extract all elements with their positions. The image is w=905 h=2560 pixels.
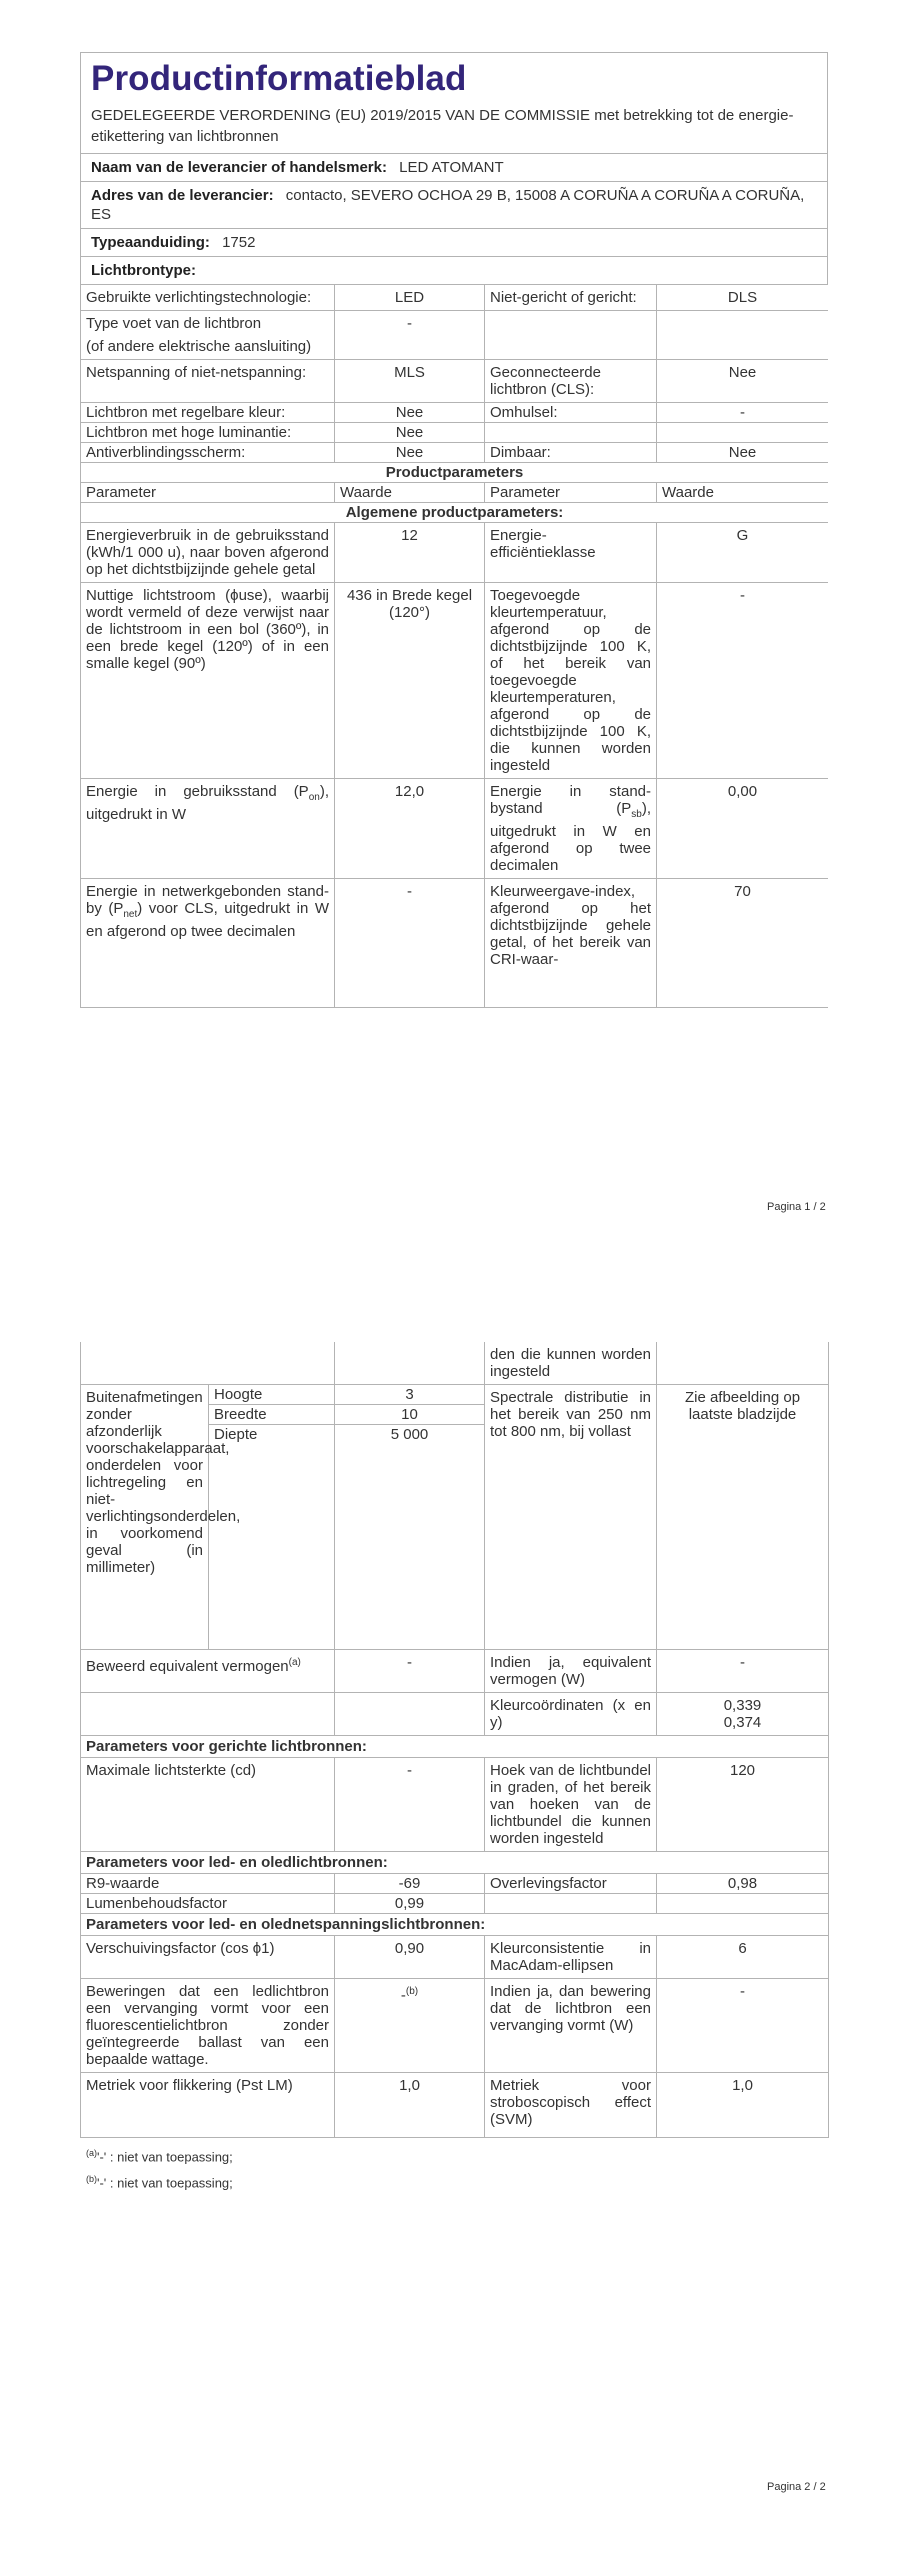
supplier-name-value: LED ATOMANT xyxy=(399,159,504,176)
general-params-heading: Algemene productparameters: xyxy=(81,503,829,523)
energy-label: Energieverbruik in de gebruiksstand (kWh/1 000 u), naar boven afgerond op het dichtstbijzijnde gehele getal xyxy=(81,523,335,583)
product-params-heading: Productparameters xyxy=(81,463,829,483)
beam-angle-value: 120 xyxy=(657,1758,829,1852)
table-row xyxy=(81,1736,829,1758)
claimed-power-value: - xyxy=(335,1650,485,1693)
mains-label: Netspanning of niet-netspanning: xyxy=(81,360,335,403)
pon-sub: on xyxy=(308,792,320,803)
supplier-address-label: Adres van de leverancier: xyxy=(91,187,274,204)
empty-cell xyxy=(485,423,657,443)
col-header-value: Waarde xyxy=(657,483,829,503)
table-row xyxy=(81,360,829,403)
footnote-b-text: '-' : niet van toepassing; xyxy=(97,2175,233,2191)
cri-value: 70 xyxy=(657,879,829,1008)
footnote-b xyxy=(86,2170,828,2192)
table-row xyxy=(81,1894,829,1914)
page-number-1: Pagina 1 / 2 xyxy=(767,1201,826,1213)
tech-value: LED xyxy=(335,285,485,311)
led-heading: Parameters voor led- en oledlichtbronnen: xyxy=(81,1852,829,1874)
claimed-power-label xyxy=(81,1650,335,1693)
height-label: Hoogte xyxy=(209,1385,335,1405)
page-2 xyxy=(0,1280,905,2560)
led-mains-heading: Parameters voor led- en olednetspanningslichtbronnen: xyxy=(81,1914,829,1936)
type-label: Typeaanduiding: xyxy=(91,234,210,251)
lightsource-type-row xyxy=(80,257,828,285)
r9-value: -69 xyxy=(335,1874,485,1894)
psb-label-a: Energie in stand-bystand (P xyxy=(490,783,651,817)
replacement-claim-sup: (b) xyxy=(405,1986,419,1997)
depth-value: 5 000 xyxy=(335,1425,485,1650)
cls-label: Geconnecteerde lichtbron (CLS): xyxy=(485,360,657,403)
macadam-label: Kleurconsistentie in MacAdam-ellipsen xyxy=(485,1936,657,1979)
replacement-claim2-value: - xyxy=(657,1979,829,2073)
intensity-value: - xyxy=(335,1758,485,1852)
equiv-power-value: - xyxy=(657,1650,829,1693)
cap-type-value: - xyxy=(335,311,485,360)
supplier-name-label: Naam van de leverancier of handelsmerk: xyxy=(91,159,387,176)
tunable-value: Nee xyxy=(335,403,485,423)
cap-type-label xyxy=(81,311,335,360)
intensity-label: Maximale lichtsterkte (cd) xyxy=(81,1758,335,1852)
spectral-label: Spectrale distributie in het bereik van 250 nm tot 800 nm, bij vollast xyxy=(485,1385,657,1650)
antiglare-label: Antiverblindingsscherm: xyxy=(81,443,335,463)
hlum-label: Lichtbron met hoge luminantie: xyxy=(81,423,335,443)
chroma-label: Kleurcoördinaten (x en y) xyxy=(485,1693,657,1736)
footnote-a-marker: (a) xyxy=(86,2148,97,2158)
envelope-value: - xyxy=(657,403,829,423)
claimed-power-sup: (a) xyxy=(288,1657,301,1668)
col-header-param: Parameter xyxy=(485,483,657,503)
lightsource-type-label: Lichtbrontype: xyxy=(91,262,196,279)
chroma-values xyxy=(657,1693,829,1736)
table-row xyxy=(81,1852,829,1874)
directional-label: Niet-gericht of gericht: xyxy=(485,285,657,311)
cls-value: Nee xyxy=(657,360,829,403)
table-row xyxy=(81,779,829,879)
table-row xyxy=(81,1693,829,1736)
sheet-page-2 xyxy=(80,1342,828,2193)
pon-label-b: ), uitgedrukt in W xyxy=(86,783,329,823)
pnet-label-b: ) voor CLS, uitgedrukt in W en afgerond op twee decimalen xyxy=(86,900,329,940)
empty-cell xyxy=(335,1693,485,1736)
stroboscopic-value: 1,0 xyxy=(657,2073,829,2138)
chroma-y: 0,374 xyxy=(723,1714,762,1731)
empty-cell xyxy=(335,1342,485,1385)
supplier-name-row xyxy=(80,154,828,182)
pf-value: 0,90 xyxy=(335,1936,485,1979)
empty-cell xyxy=(81,1693,335,1736)
empty-cell xyxy=(657,311,829,360)
cri-label-part1: Kleurweergave-index, afgerond op het dichtstbijzijnde gehele getal, of het bereik van CRI-waar- xyxy=(485,879,657,1008)
flicker-label: Metriek voor flikkering (Pst LM) xyxy=(81,2073,335,2138)
energy-value: 12 xyxy=(335,523,485,583)
replacement-claim-value xyxy=(335,1979,485,2073)
table-row xyxy=(81,1758,829,1852)
equiv-power-label: Indien ja, equivalent vermogen (W) xyxy=(485,1650,657,1693)
depth-label: Diepte xyxy=(209,1425,335,1650)
width-value: 10 xyxy=(335,1405,485,1425)
replacement-claim2-label: Indien ja, dan bewering dat de lichtbron een vervanging vormt (W) xyxy=(485,1979,657,2073)
table-row xyxy=(81,463,829,483)
cri-label-part2: den die kunnen worden ingesteld xyxy=(485,1342,657,1385)
pnet-value: - xyxy=(335,879,485,1008)
eff-class-value: G xyxy=(657,523,829,583)
replacement-claim-label: Beweringen dat een ledlichtbron een vervanging vormt voor een fluorescentielichtbron zonder geïntegreerde ballast van een bepaalde wattage. xyxy=(81,1979,335,2073)
mains-value: MLS xyxy=(335,360,485,403)
cap-type-label-line2: (of andere elektrische aansluiting) xyxy=(86,338,312,355)
table-row xyxy=(81,1874,829,1894)
col-header-value: Waarde xyxy=(335,483,485,503)
psb-label xyxy=(485,779,657,879)
empty-cell xyxy=(657,423,829,443)
stroboscopic-label: Metriek voor stroboscopisch effect (SVM) xyxy=(485,2073,657,2138)
cap-type-label-line1: Type voet van de lichtbron xyxy=(86,315,262,332)
lumen-maint-label: Lumenbehoudsfactor xyxy=(81,1894,335,1914)
psb-label-b: ), uitgedrukt in W en afgerond op twee decimalen xyxy=(490,800,651,874)
pon-label-a: Energie in gebruiksstand (P xyxy=(86,783,309,800)
cct-value: - xyxy=(657,583,829,779)
pon-label xyxy=(81,779,335,879)
envelope-label: Omhulsel: xyxy=(485,403,657,423)
lumen-maint-value: 0,99 xyxy=(335,1894,485,1914)
col-header-param: Parameter xyxy=(81,483,335,503)
pnet-sub: net xyxy=(123,909,138,920)
table-row xyxy=(81,1650,829,1693)
type-row xyxy=(80,229,828,257)
table-row xyxy=(81,1979,829,2073)
macadam-value: 6 xyxy=(657,1936,829,1979)
hlum-value: Nee xyxy=(335,423,485,443)
supplier-address-row xyxy=(80,182,828,229)
flux-value: 436 in Brede kegel (120°) xyxy=(335,583,485,779)
pnet-label xyxy=(81,879,335,1008)
page-number-2: Pagina 2 / 2 xyxy=(767,2481,826,2493)
table-row xyxy=(81,1914,829,1936)
survival-value: 0,98 xyxy=(657,1874,829,1894)
continued-table xyxy=(80,1342,829,2138)
table-row xyxy=(81,503,829,523)
type-value: 1752 xyxy=(222,234,256,251)
doc-subtitle: GEDELEGEERDE VERORDENING (EU) 2019/2015 VAN DE COMMISSIE met betrekking tot de energie-etikettering van lichtbronnen xyxy=(91,107,794,145)
empty-cell xyxy=(657,1894,829,1914)
empty-cell xyxy=(81,1342,335,1385)
table-row xyxy=(81,443,829,463)
eff-class-label: Energie-efficiëntieklasse xyxy=(485,523,657,583)
table-row xyxy=(81,583,829,779)
table-row xyxy=(81,879,829,1008)
supplier-address-value: contacto, SEVERO OCHOA 29 B, 15008 A CORUÑA A CORUÑA A CORUÑA, ES xyxy=(91,187,805,223)
width-label: Breedte xyxy=(209,1405,335,1425)
pnet-label-a: Energie in netwerkgebonden stand-by (P xyxy=(86,883,329,917)
footnote-a-text: '-' : niet van toepassing; xyxy=(97,2149,233,2165)
lightsource-table xyxy=(80,285,828,463)
beam-angle-label: Hoek van de lichtbundel in graden, of het bereik van hoeken van de lichtbundel die kunnen worden ingesteld xyxy=(485,1758,657,1852)
cct-label: Toegevoegde kleurtemperatuur, afgerond op de dichtstbijzijnde 100 K, of het bereik van toegevoegde kleurtemperaturen, afgerond op de dichtstbijzijnde 100 K, die kunnen worden ingesteld xyxy=(485,583,657,779)
sheet-page-1 xyxy=(80,52,828,1190)
footnote-a xyxy=(86,2144,828,2166)
spectral-value: Zie afbeelding op laatste bladzijde xyxy=(657,1385,829,1650)
doc-title: Productinformatieblad xyxy=(91,59,467,98)
height-value: 3 xyxy=(335,1385,485,1405)
pon-value: 12,0 xyxy=(335,779,485,879)
table-row xyxy=(81,1385,829,1405)
flicker-value: 1,0 xyxy=(335,2073,485,2138)
chroma-x: 0,339 xyxy=(723,1697,762,1714)
table-row xyxy=(81,285,829,311)
table-row xyxy=(81,403,829,423)
empty-cell xyxy=(657,1342,829,1385)
table-row xyxy=(81,1936,829,1979)
table-row xyxy=(81,423,829,443)
dimmable-value: Nee xyxy=(657,443,829,463)
footnote-b-marker: (b) xyxy=(86,2174,97,2185)
replacement-claim-dash: - xyxy=(400,1987,406,2004)
table-row xyxy=(81,523,829,583)
product-params-table xyxy=(80,463,828,1008)
flux-label: Nuttige lichtstroom (ϕuse), waarbij wordt vermeld of deze verwijst naar de lichtstroom in een bol (360º), in een brede kegel (120º) of in een smalle kegel (90º) xyxy=(81,583,335,779)
empty-cell xyxy=(485,311,657,360)
dimensions-label: Buitenafmetingen zonder afzonderlijk voorschakelapparaat, onderdelen voor lichtregeling en niet-verlichtingsonderdelen, in voorkomend geval (in millimeter) xyxy=(81,1385,209,1650)
antiglare-value: Nee xyxy=(335,443,485,463)
table-row xyxy=(81,483,829,503)
empty-cell xyxy=(485,1894,657,1914)
table-row xyxy=(81,2073,829,2138)
tunable-label: Lichtbron met regelbare kleur: xyxy=(81,403,335,423)
claimed-power-text: Beweerd equivalent vermogen xyxy=(86,1658,289,1675)
table-row xyxy=(81,311,829,360)
title-box xyxy=(80,52,828,154)
directional-heading: Parameters voor gerichte lichtbronnen: xyxy=(81,1736,829,1758)
pf-label: Verschuivingsfactor (cos ϕ1) xyxy=(81,1936,335,1979)
psb-sub: sb xyxy=(631,809,642,820)
dimmable-label: Dimbaar: xyxy=(485,443,657,463)
table-row xyxy=(81,1342,829,1385)
directional-value: DLS xyxy=(657,285,829,311)
survival-label: Overlevingsfactor xyxy=(485,1874,657,1894)
psb-value: 0,00 xyxy=(657,779,829,879)
tech-label: Gebruikte verlichtingstechnologie: xyxy=(81,285,335,311)
r9-label: R9-waarde xyxy=(81,1874,335,1894)
